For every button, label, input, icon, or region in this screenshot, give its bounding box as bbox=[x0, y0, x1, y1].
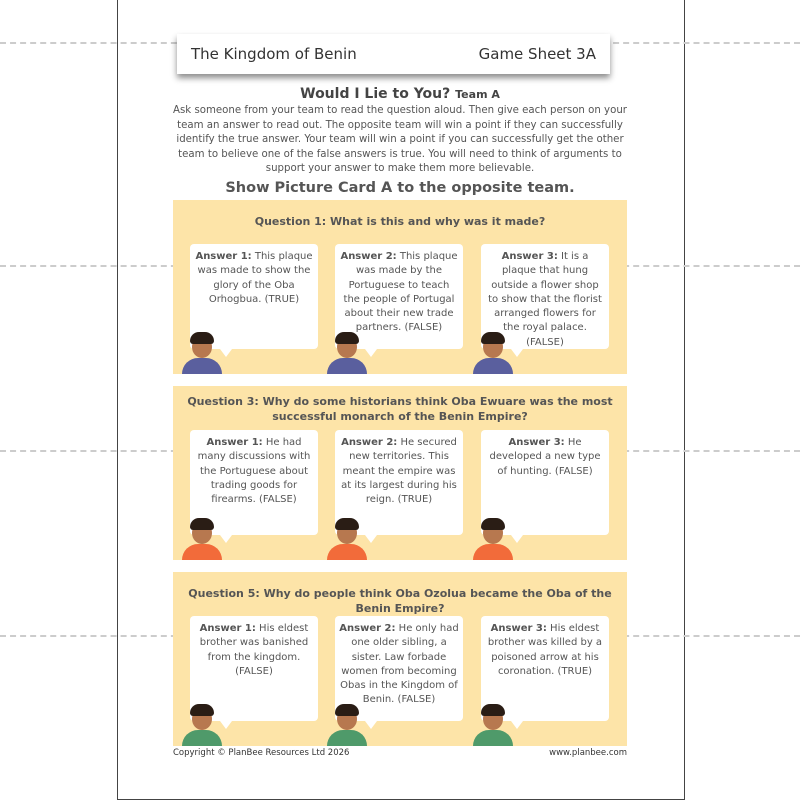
answer-label: Answer 1: bbox=[206, 437, 263, 448]
answer-label: Answer 3: bbox=[501, 251, 558, 262]
picture-card-instruction: Show Picture Card A to the opposite team. bbox=[225, 180, 575, 196]
website-url: www.planbee.com bbox=[549, 748, 627, 758]
question-panel bbox=[173, 386, 627, 560]
sheet-topic: The Kingdom of Benin bbox=[191, 45, 357, 63]
answer-label: Answer 1: bbox=[195, 251, 252, 262]
student-avatar-icon bbox=[325, 514, 369, 560]
team-label: Team A bbox=[455, 88, 500, 101]
question-panel bbox=[173, 200, 627, 374]
student-avatar-icon bbox=[471, 328, 515, 374]
question-text: Question 1: What is this and why was it made? bbox=[254, 215, 546, 228]
answer-text: His eldest brother was killed by a poisoned arrow at his coronation. (TRUE) bbox=[487, 623, 603, 677]
answer-text: He only had one older sibling, a sister. Law forbade women from becoming Obas in the Kingdom of Benin. (FALSE) bbox=[340, 623, 459, 706]
question-panel bbox=[173, 572, 627, 746]
copyright: Copyright © PlanBee Resources Ltd 2026 bbox=[173, 748, 350, 758]
answer-text: He had many discussions with the Portuguese about trading goods for firearms. (FALSE) bbox=[197, 437, 311, 506]
game-title bbox=[173, 86, 627, 102]
answer-text: This plaque was made to show the glory of the Oba Orhogbua. (TRUE) bbox=[197, 251, 313, 305]
sheet-header bbox=[177, 34, 610, 74]
answer-text: He secured new territories. This meant the empire was at its largest during his reign. (TRUE) bbox=[341, 437, 457, 506]
question-text: Question 3: Why do some historians think Oba Ewuare was the most successful monarch of the Benin Empire? bbox=[187, 395, 613, 423]
student-avatar-icon bbox=[471, 514, 515, 560]
student-avatar-icon bbox=[325, 328, 369, 374]
question-text: Question 5: Why do people think Oba Ozolua became the Oba of the Benin Empire? bbox=[188, 587, 612, 615]
answer-label: Answer 2: bbox=[340, 251, 397, 262]
answer-label: Answer 3: bbox=[490, 623, 547, 634]
answer-text: His eldest brother was banished from the kingdom. (FALSE) bbox=[199, 623, 309, 677]
student-avatar-icon bbox=[180, 328, 224, 374]
title-text: Would I Lie to You? bbox=[300, 86, 451, 102]
answer-label: Answer 3: bbox=[508, 437, 565, 448]
student-avatar-icon bbox=[325, 700, 369, 746]
answer-text: This plaque was made by the Portuguese to teach the people of Portugal about their new trade partners. (FALSE) bbox=[343, 251, 458, 334]
answer-label: Answer 2: bbox=[339, 623, 396, 634]
answer-text: He developed a new type of hunting. (FALSE) bbox=[489, 437, 601, 477]
student-avatar-icon bbox=[180, 700, 224, 746]
instructions: Ask someone from your team to read the question aloud. Then give each person on your team an answer to read out. The opposite team will win a point if they can successfully identify the true answer. Your team will win a point if you can successfully get the other team to believe one of the false answers is true. You will need to think of arguments to support your answer to make them more believable. bbox=[173, 105, 627, 175]
answer-label: Answer 2: bbox=[341, 437, 398, 448]
answer-text: It is a plaque that hung outside a flower shop to show that the florist arranged flowers for the royal palace. (FALSE) bbox=[488, 251, 602, 348]
answer-label: Answer 1: bbox=[199, 623, 256, 634]
student-avatar-icon bbox=[471, 700, 515, 746]
sheet-number: Game Sheet 3A bbox=[478, 45, 596, 63]
student-avatar-icon bbox=[180, 514, 224, 560]
